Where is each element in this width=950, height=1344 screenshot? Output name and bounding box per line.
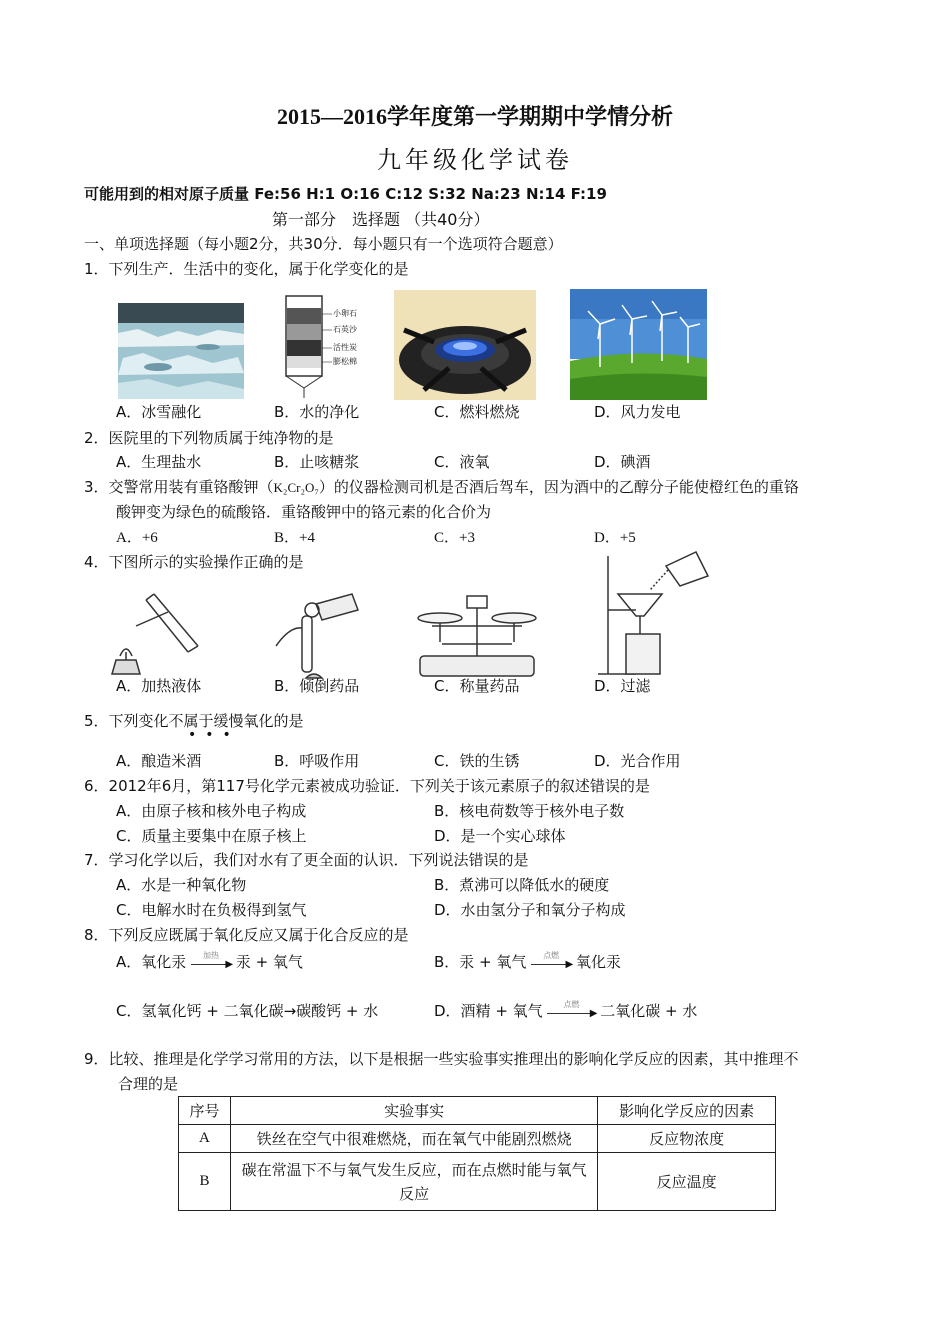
q2-stem: 2．医院里的下列物质属于纯净物的是: [84, 429, 334, 447]
q4-stem: 4．下图所示的实验操作正确的是: [84, 553, 304, 571]
q4-option-d: D．过滤: [594, 677, 651, 695]
q3-stem-post: ）的仪器检测司机是否酒后驾车，因为酒中的乙醇分子能使橙红色的重铬: [318, 478, 799, 496]
row-fact: 铁丝在空气中很难燃烧，而在氧气中能剧烈燃烧: [230, 1125, 597, 1153]
q7-option-c: C．电解水时在负极得到氢气: [116, 901, 307, 919]
water-filter-diagram: [270, 292, 370, 400]
wind-turbines-photo: [570, 289, 707, 400]
q8-d-left: D．酒精 + 氧气: [434, 1002, 543, 1020]
q8-b-condition: 点燃: [543, 950, 560, 960]
q8-option-d: [434, 1000, 697, 1021]
table-row: [179, 1153, 776, 1211]
header-id: 序号: [179, 1097, 231, 1125]
filter-label-sand: 石英沙: [333, 325, 357, 334]
filter-label-carbon: 活性炭: [333, 343, 357, 352]
q3-option-c: C．+3: [434, 530, 475, 546]
q8-d-right: 二氧化碳 + 水: [600, 1002, 698, 1020]
q1-option-d: D．风力发电: [594, 403, 681, 421]
q7-option-d: D．水由氢分子和氧分子构成: [434, 901, 626, 919]
q9-stem: 9．比较、推理是化学学习常用的方法，以下是根据一些实验事实推理出的影响化学反应的因素，其中推理不: [84, 1050, 799, 1068]
q3-formula: K₂Cr₂O₇: [273, 480, 319, 495]
pouring-reagent-diagram: [266, 586, 366, 682]
q3-stem-pre: 3．交警常用装有重铬酸钾（: [84, 478, 274, 496]
balance-scale-diagram: [412, 586, 542, 682]
q1-stem: 1．下列生产．生活中的变化，属于化学变化的是: [84, 260, 409, 278]
q6-stem: 6．2012年6月，第117号化学元素被成功验证．下列关于该元素原子的叙述错误的是: [84, 777, 650, 795]
q5-option-d: D．光合作用: [594, 752, 681, 770]
q9-stem-line2: 合理的是: [118, 1075, 179, 1093]
q4-option-b: B．倾倒药品: [274, 677, 360, 695]
q2-option-a: A．生理盐水: [116, 453, 202, 471]
atomic-masses: 可能用到的相对原子质量 Fe:56 H:1 O:16 C:12 S:32 Na:23 N:14 F:19: [84, 185, 607, 203]
reaction-arrow: 加热 ▶: [191, 956, 231, 970]
q1-option-c: C．燃料燃烧: [434, 403, 520, 421]
reaction-arrow: 点燃 ▶: [531, 956, 571, 970]
part-heading: 第一部分 选择题 （共40分）: [272, 210, 490, 229]
q1-option-b: B．水的净化: [274, 403, 360, 421]
exam-subtitle: 九年级化学试卷: [377, 146, 573, 174]
filtration-diagram: [596, 546, 716, 682]
q8-b-left: B．汞 + 氧气: [434, 953, 527, 971]
q9-table: [178, 1096, 776, 1211]
q5-stem: 5．下列变化不属于缓慢氧化的是: [84, 712, 304, 730]
q8-option-c: C．氢氧化钙 + 二氧化碳→碳酸钙 + 水: [116, 1002, 379, 1020]
q8-d-condition: 点燃: [563, 999, 580, 1009]
q1-option-a: A．冰雪融化: [116, 403, 202, 421]
gas-burner-photo: [394, 290, 536, 400]
row-factor: 反应温度: [598, 1153, 776, 1211]
filter-label-pebble: 小卵石: [333, 309, 357, 318]
q2-option-c: C．液氧: [434, 453, 490, 471]
ice-melting-photo: [118, 303, 244, 399]
q8-a-left: A．氧化汞: [116, 953, 187, 971]
row-fact: 碳在常温下不与氧气发生反应，而在点燃时能与氧气反应: [230, 1153, 597, 1211]
q6-option-c: C．质量主要集中在原子核上: [116, 827, 307, 845]
q2-option-d: D．碘酒: [594, 453, 651, 471]
row-id: A: [179, 1125, 231, 1153]
section-heading: 一、单项选择题（每小题2分，共30分．每小题只有一个选项符合题意）: [84, 235, 563, 253]
q7-stem: 7．学习化学以后，我们对水有了更全面的认识．下列说法错误的是: [84, 851, 529, 869]
q7-option-a: A．水是一种氧化物: [116, 876, 247, 894]
q8-a-condition: 加热: [203, 950, 220, 960]
q5-option-a: A．酿造米酒: [116, 752, 202, 770]
q3-stem-line2: 酸钾变为绿色的硫酸铬．重铬酸钾中的铬元素的化合价为: [116, 503, 492, 521]
row-id: B: [179, 1153, 231, 1211]
q3-option-b: B．+4: [274, 530, 315, 546]
q6-option-d: D．是一个实心球体: [434, 827, 566, 845]
heating-liquid-diagram: [106, 586, 206, 682]
q2-option-b: B．止咳糖浆: [274, 453, 360, 471]
q6-option-b: B．核电荷数等于核外电子数: [434, 802, 625, 820]
q8-stem: 8．下列反应既属于氧化反应又属于化合反应的是: [84, 926, 409, 944]
q4-option-a: A．加热液体: [116, 677, 202, 695]
table-row: [179, 1125, 776, 1153]
exam-title: 2015—2016学年度第一学期期中学情分析: [276, 104, 673, 129]
row-factor: 反应物浓度: [598, 1125, 776, 1153]
q3-option-a: A．+6: [116, 530, 158, 546]
q6-option-a: A．由原子核和核外电子构成: [116, 802, 307, 820]
q7-option-b: B．煮沸可以降低水的硬度: [434, 876, 610, 894]
q8-b-right: 氧化汞: [575, 953, 621, 971]
q4-option-c: C．称量药品: [434, 677, 520, 695]
table-header-row: [179, 1097, 776, 1125]
q3-option-d: D．+5: [594, 530, 636, 546]
q5-option-b: B．呼吸作用: [274, 752, 360, 770]
emphasis-dots: •••: [188, 727, 240, 743]
q3-stem: [84, 476, 799, 497]
q5-option-c: C．铁的生锈: [434, 752, 520, 770]
filter-label-cotton: 膨松棉: [333, 357, 357, 366]
q8-option-a: [116, 951, 303, 972]
q8-a-right: 汞 + 氧气: [235, 953, 303, 971]
header-fact: 实验事实: [230, 1097, 597, 1125]
header-factor: 影响化学反应的因素: [598, 1097, 776, 1125]
q8-option-b: [434, 951, 621, 972]
reaction-arrow: 点燃 ▶: [547, 1005, 595, 1019]
